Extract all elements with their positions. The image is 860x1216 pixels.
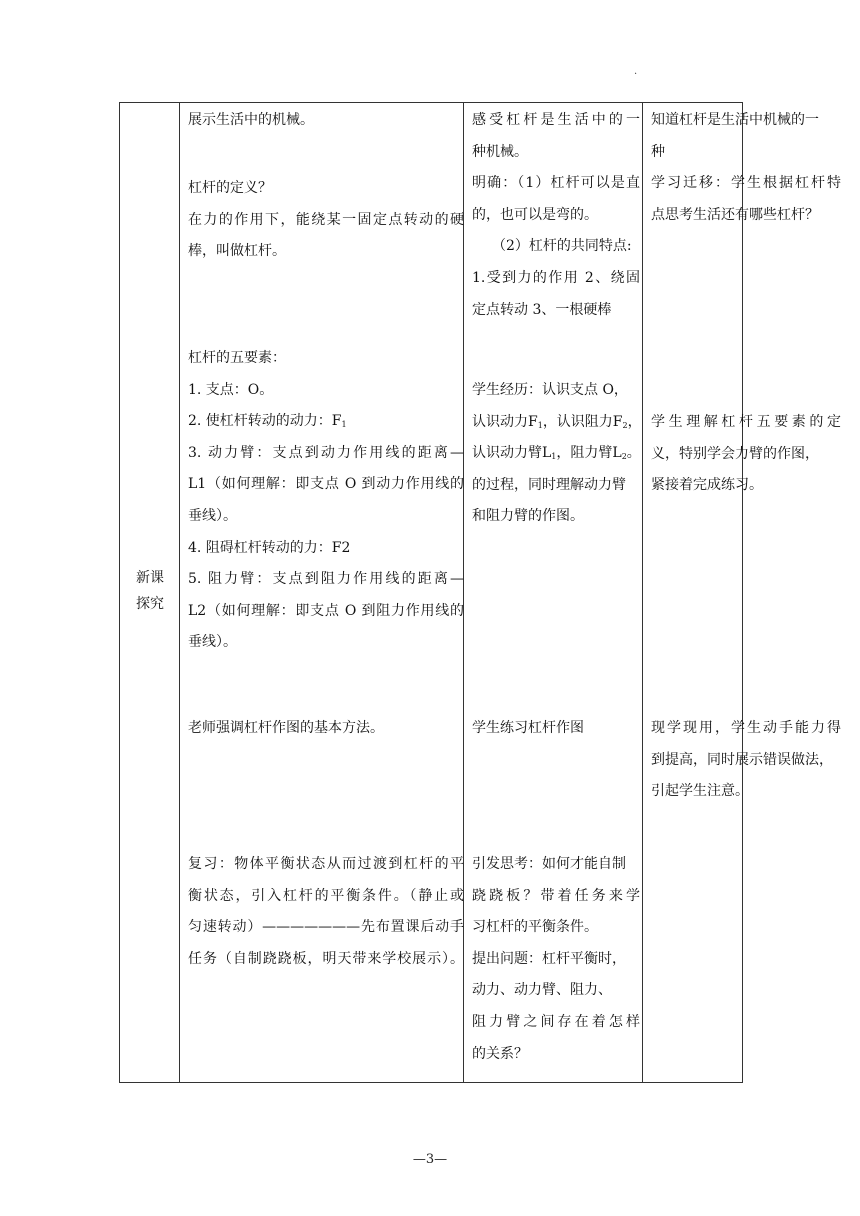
design-intent-five-elements: 学生理解杠杆五要素的定 义，特别学会力臂的作图， 紧接着完成练习。 xyxy=(651,414,841,494)
teacher-activity-drawing-method: 老师强调杠杆作图的基本方法。 xyxy=(188,720,384,736)
lesson-table xyxy=(119,102,841,1083)
teacher-activity-five-elements: 杠杆的五要素： 1. 支点：O。 2. 使杠杆转动的动力：$F_1$ 3. 动力臂：支点到动力作用线的距离— L1（如何理解：即支点 O 到动力作用线的 垂线）。 4. 阻碍杠杆转动的力：F2 5. 阻力臂：支点到阻力作用线的距离— L2（如何理解：即支点 O 到阻力作用线的 垂线）。 xyxy=(188,350,464,651)
student-activity-feel-lever: 感受杠杆是生活中的一 种机械。 明确：（1）杠杆可以是直 的，也可以是弯的。 （2）杠杆的共同特点: 1.受到力的作用 2、绕固 定点转动 3、一根硬棒 xyxy=(472,112,640,318)
header-mark: . xyxy=(634,66,638,77)
student-activity-practice-drawing: 学生练习杠杆作图 xyxy=(472,720,584,736)
teacher-activity-show-machines: 展示生活中的机械。 xyxy=(188,112,314,128)
student-activity-think-seesaw: 引发思考：如何才能自制 跷跷板？带着任务来学 习杠杆的平衡条件。 提出问题：杠杆平衡时， 动力、动力臂、阻力、 阻力臂之间存在着怎样 的关系？ xyxy=(472,856,640,1062)
teacher-activity-review-balance: 复习：物体平衡状态从而过渡到杠杆的平 衡状态，引入杠杆的平衡条件。（静止或 匀速转动）———————先布置课后动手 任务（自制跷跷板，明天带来学校展示）。 xyxy=(188,856,464,967)
page-number: —3— xyxy=(412,1152,448,1167)
teacher-activity-lever-definition: 杠杆的定义？ 在力的作用下，能绕某一固定点转动的硬 棒，叫做杠杆。 xyxy=(188,180,464,260)
column-divider xyxy=(642,103,643,1082)
section-label: 新课 探究 xyxy=(136,570,164,612)
student-activity-experience: 学生经历：认识支点 O， 认识动力$F_1$，认识阻力$F_2$， 认识动力臂$L_1$，阻力臂$L_2$。 的过程，同时理解动力臂 和阻力臂的作图。 xyxy=(472,382,642,525)
design-intent-lever-in-life: 知道杠杆是生活中机械的一 种 学习迁移：学生根据杠杆特 点思考生活还有哪些杠杆？ xyxy=(651,112,841,223)
design-intent-apply-practice: 现学现用，学生动手能力得 到提高，同时展示错误做法， 引起学生注意。 xyxy=(651,720,841,800)
